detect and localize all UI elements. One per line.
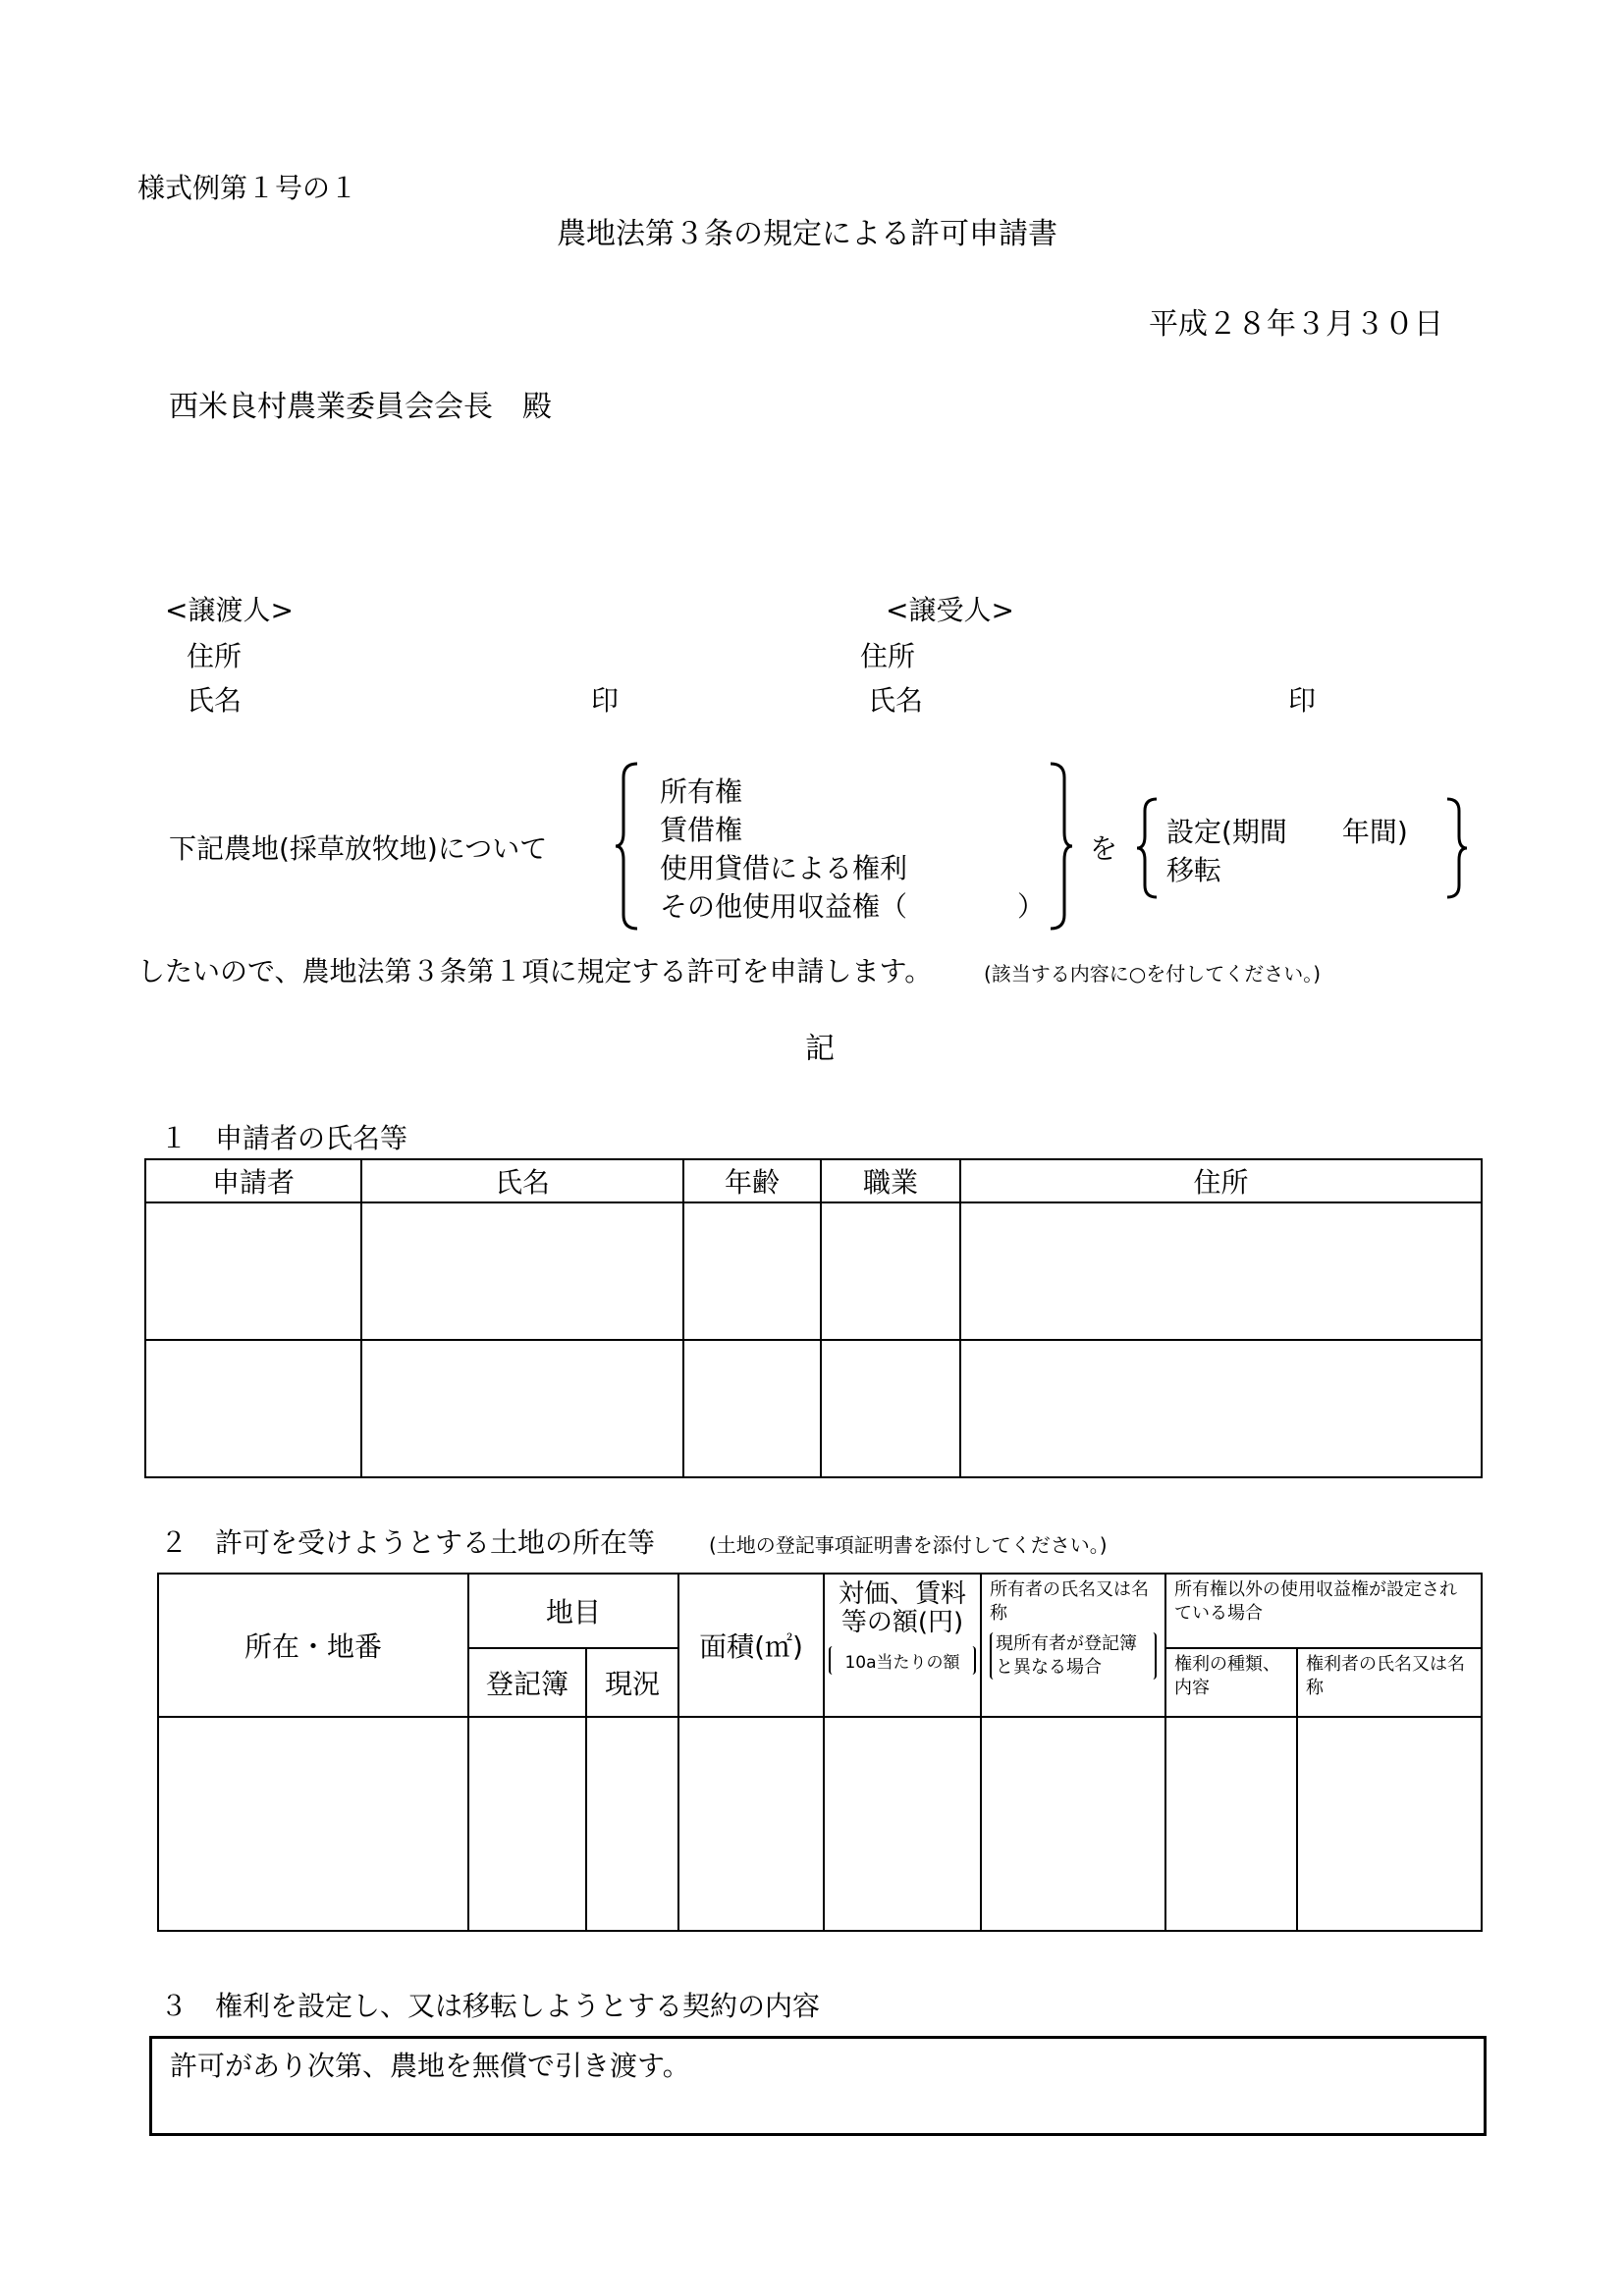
table-cell[interactable] — [1165, 1717, 1297, 1931]
transferee-name-label: 氏名 — [868, 684, 924, 717]
transferor-name-label: 氏名 — [187, 684, 243, 717]
table-cell[interactable] — [683, 1340, 821, 1477]
section2-heading: ２ 許可を受けようとする土地の所在等 — [160, 1526, 656, 1559]
col-right-type: 権利の種類、内容 — [1165, 1648, 1297, 1717]
table-cell[interactable] — [683, 1202, 821, 1340]
transferor-address-label: 住所 — [187, 640, 243, 672]
left-brace-rights — [614, 762, 643, 931]
table-cell[interactable] — [1297, 1717, 1482, 1931]
table-cell[interactable] — [586, 1717, 678, 1931]
col-occupation: 職業 — [821, 1159, 960, 1202]
table-cell[interactable] — [821, 1340, 960, 1477]
right-brace-rights — [1045, 762, 1074, 931]
section3-heading: ３ 権利を設定し、又は移転しようとする契約の内容 — [160, 1990, 821, 2022]
price-label: 対価、賃料等の額(円) — [839, 1579, 967, 1637]
land-table — [157, 1573, 1483, 1932]
col-other-rights: 所有権以外の使用収益権が設定されている場合 — [1165, 1574, 1482, 1648]
transferee-heading: <譲受人> — [886, 594, 1014, 626]
page-title: 農地法第３条の規定による許可申請書 — [557, 217, 1057, 251]
form-number: 様式例第１号の１ — [137, 172, 358, 204]
col-applicant: 申請者 — [145, 1159, 361, 1202]
col-location: 所在・地番 — [158, 1574, 468, 1717]
table-row — [145, 1340, 1482, 1477]
right-brace-actions — [1443, 797, 1469, 899]
col-right-holder: 権利者の氏名又は名称 — [1297, 1648, 1482, 1717]
col-age: 年齢 — [683, 1159, 821, 1202]
right-other: その他使用収益権（ ） — [660, 890, 1046, 923]
col-registry: 登記簿 — [468, 1648, 586, 1717]
col-price — [824, 1574, 981, 1717]
action-establish: 設定(期間 年間) — [1166, 816, 1408, 848]
statement-particle: を — [1090, 832, 1118, 865]
table-cell[interactable] — [158, 1717, 468, 1931]
section1-heading: １ 申請者の氏名等 — [160, 1122, 408, 1154]
action-transfer: 移転 — [1166, 854, 1222, 886]
col-address: 住所 — [960, 1159, 1482, 1202]
table-cell[interactable] — [361, 1340, 683, 1477]
table-cell[interactable] — [981, 1717, 1165, 1931]
section2-heading-note: (土地の登記事項証明書を添付してください。) — [709, 1533, 1108, 1557]
left-brace-actions — [1135, 797, 1161, 899]
table-row — [158, 1717, 1482, 1931]
transferor-heading: <譲渡人> — [165, 594, 294, 626]
table-cell[interactable] — [468, 1717, 586, 1931]
table-cell[interactable] — [678, 1717, 824, 1931]
table-row — [145, 1202, 1482, 1340]
statement-prefix: 下記農地(採草放牧地)について — [169, 832, 548, 865]
table-cell[interactable] — [824, 1717, 981, 1931]
right-lease: 賃借権 — [660, 814, 743, 846]
right-ownership: 所有権 — [660, 775, 743, 808]
price-note: 10a当たりの額 — [829, 1646, 976, 1675]
applicant-table — [144, 1158, 1483, 1478]
ki-marker: 記 — [805, 1032, 835, 1066]
application-date: 平成２８年３月３０日 — [1149, 307, 1443, 342]
addressee: 西米良村農業委員会会長 殿 — [169, 390, 552, 424]
table-cell[interactable] — [361, 1202, 683, 1340]
col-area: 面積(㎡) — [678, 1574, 824, 1717]
col-land-category: 地目 — [468, 1574, 678, 1648]
statement-closing: したいので、農地法第３条第１項に規定する許可を申請します。 — [137, 955, 933, 988]
col-current: 現況 — [586, 1648, 678, 1717]
col-owner — [981, 1574, 1165, 1717]
owner-label: 所有者の氏名又は名称 — [990, 1579, 1150, 1625]
owner-note: 現所有者が登記簿と異なる場合 — [990, 1632, 1157, 1681]
table-cell[interactable] — [821, 1202, 960, 1340]
table-cell[interactable] — [960, 1202, 1482, 1340]
transferee-address-label: 住所 — [860, 640, 916, 672]
table-cell[interactable] — [145, 1340, 361, 1477]
transferor-seal: 印 — [591, 684, 620, 717]
statement-closing-note: (該当する内容に○を付してください。) — [984, 962, 1322, 986]
right-loan-for-use: 使用貸借による権利 — [660, 852, 908, 884]
table-cell[interactable] — [145, 1202, 361, 1340]
table-cell[interactable] — [960, 1340, 1482, 1477]
col-name: 氏名 — [361, 1159, 683, 1202]
contract-box[interactable] — [149, 2036, 1487, 2136]
transferee-seal: 印 — [1288, 684, 1317, 717]
contract-content: 許可があり次第、農地を無償で引き渡す。 — [170, 2050, 690, 2082]
